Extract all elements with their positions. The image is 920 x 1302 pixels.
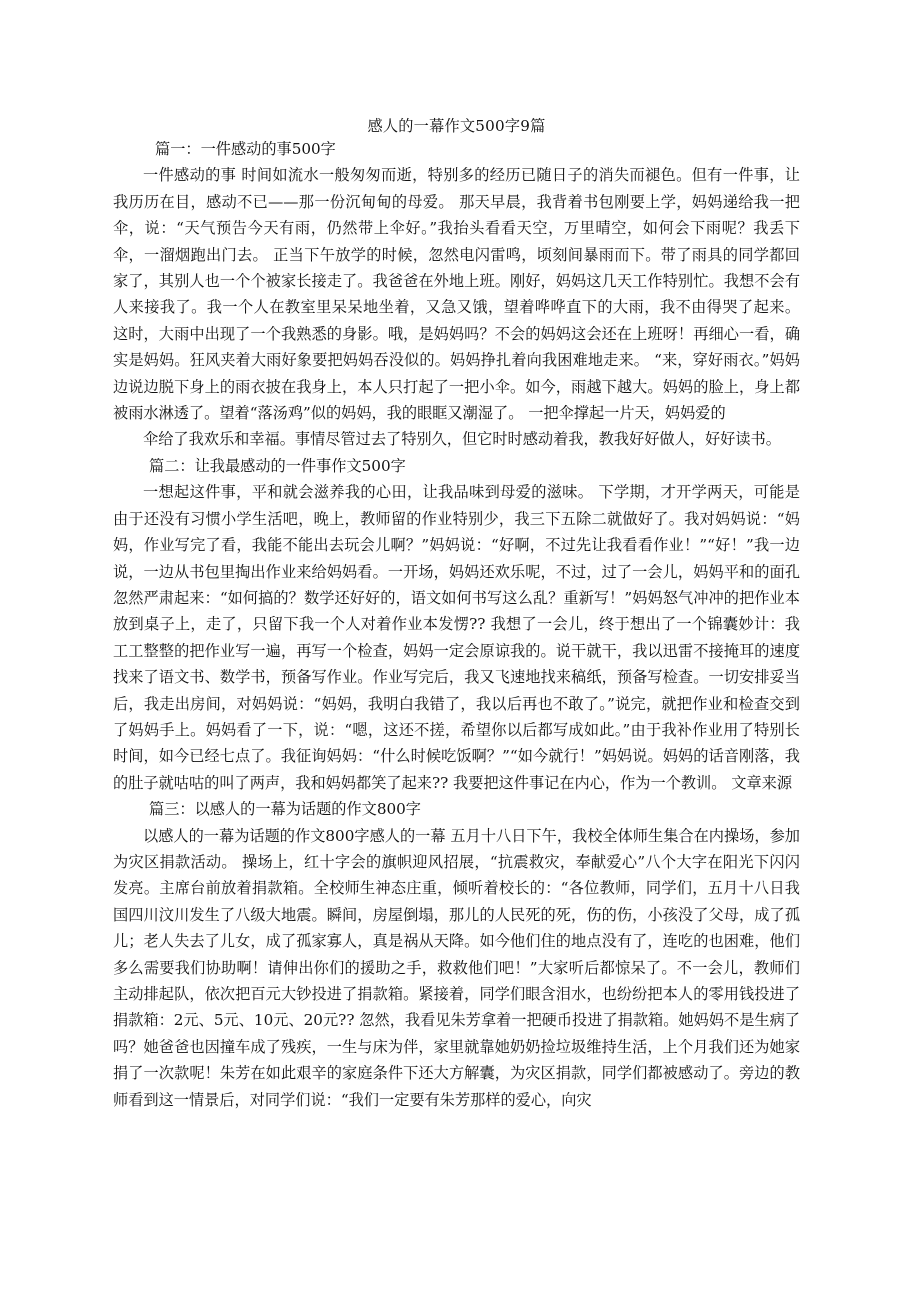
document-title: 感人的一幕作文500字9篇: [367, 117, 546, 135]
section-1-paragraph-1: 一件感动的事 时间如流水一般匆匆而逝，特别多的经历已随日子的消失而褪色。但有一件事，让我历历在目，感动不已——那一份沉甸甸的母爱。 那天早晨，我背着书包刚要上学，妈妈递给我一把伞，说：“天气预告今天有雨，仍然带上伞好。”我抬头看看天空，万里晴空，如何会下雨呢？我丢下伞，一溜烟跑出门去。 正当下午放学的时候，忽然电闪雷鸣，顷刻间暴雨而下。带了雨具的同学都回家了，其别人也一个个被家长接走了。我爸爸在外地上班。刚好，妈妈这几天工作特别忙。我想不会有人来接我了。我一个人在教室里呆呆地坐着，又急又饿，望着哗哗直下的大雨，我不由得哭了起来。 这时，大雨中出现了一个我熟悉的身影。哦，是妈妈吗？不会的妈妈这会还在上班呀！再细心一看，确实是妈妈。狂风夹着大雨好象要把妈妈吞没似的。妈妈挣扎着向我困难地走来。 “来，穿好雨衣。”妈妈边说边脱下身上的雨衣披在我身上，本人只打起了一把小伞。如今，雨越下越大。妈妈的脸上，身上都被雨水淋透了。望着“落汤鸡”似的妈妈，我的眼眶又潮湿了。 一把伞撑起一片天，妈妈爱的: [113, 166, 800, 423]
section-3-paragraph-1: 以感人的一幕为话题的作文800字感人的一幕 五月十八日下午，我校全体师生集合在内操场，参加为灾区捐款活动。 操场上，红十字会的旗帜迎风招展，“抗震救灾，奉献爱心”八个大字在阳光下闪闪发亮。主席台前放着捐款箱。全校师生神态庄重，倾听着校长的：“各位教师，同学们，五月十八日我国四川汶川发生了八级大地震。瞬间，房屋倒塌，那儿的人民死的死，伤的伤，小孩没了父母，成了孤儿；老人失去了儿女，成了孤家寡人，真是祸从天降。如今他们住的地点没有了，连吃的也困难，他们多么需要我们协助啊！请伸出你们的援助之手，救救他们吧！”大家听后都惊呆了。不一会儿，教师们主动排起队，依次把百元大钞投进了捐款箱。紧接着，同学们眼含泪水，也纷纷把本人的零用钱投进了捐款箱：2元、5元、10元、20元?? 忽然，我看见朱芳拿着一把硬币投进了捐款箱。她妈妈不是生病了吗？她爸爸也因撞车成了残疾，一生与床为伴，家里就靠她奶奶捡垃圾维持生活，上个月我们还为她家捐了一次款呢！朱芳在如此艰辛的家庭条件下还大方解囊，为灾区捐款，同学们都被感动了。旁边的教师看到这一情景后，对同学们说：“我们一定要有朱芳那样的爱心，向灾: [113, 826, 800, 1109]
document-page: [113, 116, 800, 1113]
section-2-heading: 篇二：让我最感动的一件事作文500字: [149, 456, 406, 475]
section-3-heading: 篇三：以感人的一幕为话题的作文800字: [149, 800, 421, 819]
section-1-heading: 篇一：一件感动的事500字: [155, 140, 336, 158]
section-1-paragraph-2: 伞给了我欢乐和幸福。事情尽管过去了特别久，但它时时感动着我，教我好好做人，好好读书。: [143, 430, 781, 449]
section-2-paragraph-1: 一想起这件事，平和就会滋养我的心田，让我品味到母爱的滋味。 下学期，才开学两天，可能是由于还没有习惯小学生活吧，晚上，教师留的作业特别少，我三下五除二就做好了。我对妈妈说：“妈妈，作业写完了看，我能不能出去玩会儿啊？”妈妈说：“好啊，不过先让我看看作业！”“好！”我一边说，一边从书包里掏出作业来给妈妈看。一开场，妈妈还欢乐呢，不过，过了一会儿，妈妈平和的面孔忽然严肃起来：“如何搞的？数学还好好的，语文如何书写这么乱？重新写！”妈妈怒气冲冲的把作业本放到桌子上，走了，只留下我一个人对着作业本发愣?? 我想了一会儿，终于想出了一个锦囊妙计：我工工整整的把作业写一遍，再写一个检查，妈妈一定会原谅我的。说干就干，我以迅雷不接掩耳的速度找来了语文书、数学书，预备写作业。作业写完后，我又飞速地找来稿纸，预备写检查。一切安排妥当后，我走出房间，对妈妈说：“妈妈，我明白我错了，我以后再也不敢了。”说完，就把作业和检查交到了妈妈手上。妈妈看了一下，说：“嗯，这还不搓，希望你以后都写成如此。”由于我补作业用了特别长时间，如今已经七点了。我征询妈妈：“什么时候吃饭啊？”“如今就行！”妈妈说。妈妈的话音刚落，我的肚子就咕咕的叫了两声，我和妈妈都笑了起来?? 我要把这件事记在内心，作为一个教训。 文章来源: [113, 483, 800, 792]
